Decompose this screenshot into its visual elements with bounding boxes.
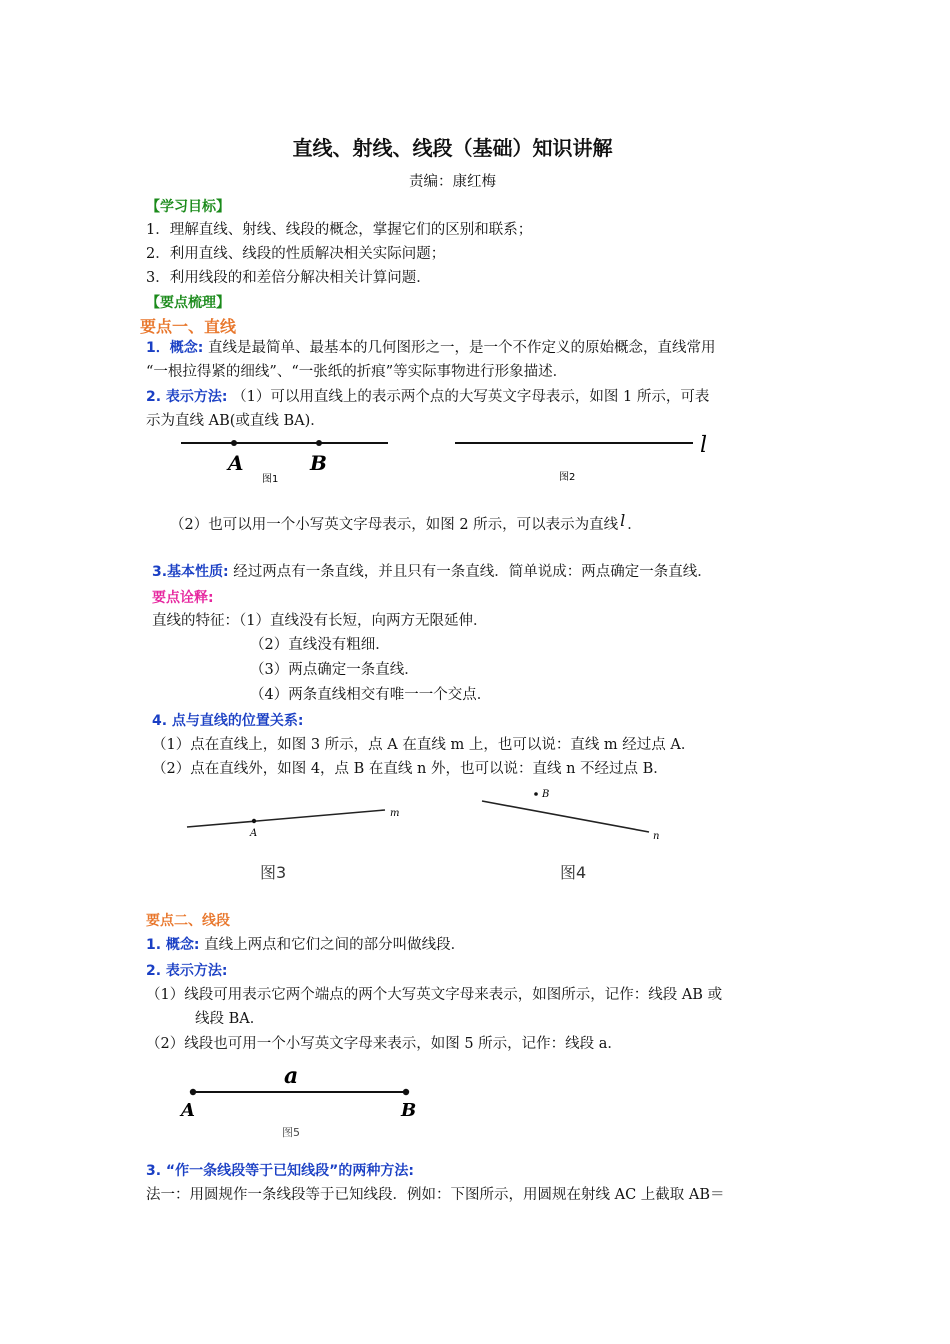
figure-1 <box>176 432 396 488</box>
figure-2 <box>450 432 720 488</box>
line-var-l: l <box>620 511 626 530</box>
fig3-label-m: m <box>390 808 400 819</box>
line-property <box>152 562 712 582</box>
key-points-heading: 【要点梳理】 <box>146 295 230 311</box>
note-label: 要点诠释: <box>152 590 214 606</box>
line-repr-text: （1）可以用直线上的表示两个点的大写英文字母表示，如图 1 所示，可表 <box>232 389 710 405</box>
segment-repr-1a: （1）线段可用表示它两个端点的两个大写英文字母来表示，如图所示，记作：线段 AB 或 <box>146 987 723 1003</box>
line-m <box>187 810 385 827</box>
feature-item: （2）直线没有粗细． <box>250 637 390 653</box>
line-concept <box>146 338 715 358</box>
features-intro: 直线的特征： <box>152 613 239 629</box>
line-concept-text-2: “一根拉得紧的细线”、“一张纸的折痕”等实际事物进行形象描述． <box>146 364 568 380</box>
point-line-1: （1）点在直线上，如图 3 所示，点 A 在直线 m 上，也可以说：直线 m 经过点 A． <box>152 737 696 753</box>
line-repr-text-3a: （2）也可以用一个小写英文字母表示，如图 2 所示，可以表示为直线 <box>170 517 619 533</box>
features-intro-row <box>152 611 487 631</box>
fig3-caption: 图3 <box>260 863 287 882</box>
fig2-caption: 图2 <box>559 472 576 483</box>
point-b <box>316 440 322 446</box>
feature-item: （4）两条直线相交有唯一一个交点． <box>250 687 492 703</box>
fig5-caption: 图5 <box>282 1126 300 1139</box>
fig1-label-a: A <box>228 451 244 475</box>
segment-repr-1b: 线段 BA． <box>195 1011 265 1027</box>
goal-item: 1．理解直线、射线、线段的概念，掌握它们的区别和联系； <box>146 222 533 238</box>
point-line-label: 4. 点与直线的位置关系: <box>152 713 304 729</box>
segment-method-1: 法一：用圆规作一条线段等于已知线段．例如：下图所示，用圆规在射线 AC 上截取 AB＝ <box>146 1187 725 1203</box>
fig4-caption: 图4 <box>560 863 587 882</box>
fig5-label-B: B <box>401 1100 417 1121</box>
segment-repr-2: （2）线段也可用一个小写英文字母来表示，如图 5 所示，记作：线段 a． <box>146 1036 622 1052</box>
fig4-label-b: B <box>542 789 550 800</box>
segment-methods-label: 3. “作一条线段等于已知线段”的两种方法: <box>146 1163 414 1179</box>
line-repr-text-3 <box>170 511 642 535</box>
line-n <box>482 801 649 832</box>
fig1-label-b: B <box>310 451 327 475</box>
figure-4 <box>476 782 676 890</box>
segment-concept <box>146 935 465 955</box>
fig2-label-l: l <box>700 433 708 458</box>
figure-3 <box>180 800 420 890</box>
line-repr-text-3b: ． <box>627 517 642 533</box>
fig3-label-a: A <box>250 828 258 839</box>
goal-item: 3．利用线段的和差倍分解决相关计算问题． <box>146 270 431 286</box>
endpoint-a <box>190 1089 196 1095</box>
feature-item: （3）两点确定一条直线． <box>250 662 419 678</box>
line-concept-label: 1．概念: <box>146 340 204 356</box>
endpoint-b <box>403 1089 409 1095</box>
line-representation <box>146 387 709 407</box>
point-b <box>534 792 538 796</box>
figure-5 <box>172 1060 432 1148</box>
line-property-text: 经过两点有一条直线，并且只有一条直线．简单说成：两点确定一条直线． <box>233 564 712 580</box>
segment-repr-label: 2. 表示方法: <box>146 963 228 979</box>
segment-concept-text: 直线上两点和它们之间的部分叫做线段． <box>204 937 466 953</box>
fig5-label-a-lower: a <box>284 1063 299 1089</box>
page-title: 直线、射线、线段（基础）知识讲解 <box>292 136 613 160</box>
point-line-2: （2）点在直线外，如图 4，点 B 在直线 n 外，也可以说：直线 n 不经过点 B． <box>152 761 668 777</box>
learning-goals-heading: 【学习目标】 <box>146 199 230 215</box>
line-property-label: 3.基本性质: <box>152 564 229 580</box>
fig1-caption: 图1 <box>262 474 279 485</box>
point-a <box>252 819 256 823</box>
section2-heading: 要点二、线段 <box>146 913 230 929</box>
fig5-label-A: A <box>181 1100 195 1121</box>
line-concept-text: 直线是最简单、最基本的几何图形之一，是一个不作定义的原始概念，直线常用 <box>207 340 716 356</box>
line-repr-label: 2. 表示方法: <box>146 389 228 405</box>
point-a <box>231 440 237 446</box>
line-repr-text-2: 示为直线 AB(或直线 BA)． <box>146 413 325 429</box>
goal-item: 2．利用直线、线段的性质解决相关实际问题； <box>146 246 446 262</box>
feature-item: （1）直线没有长短，向两方无限延伸． <box>239 613 488 629</box>
author-line: 责编：康红梅 <box>409 174 496 190</box>
section1-heading: 要点一、直线 <box>140 317 237 336</box>
segment-concept-label: 1. 概念: <box>146 937 200 953</box>
fig4-label-n: n <box>653 831 660 842</box>
